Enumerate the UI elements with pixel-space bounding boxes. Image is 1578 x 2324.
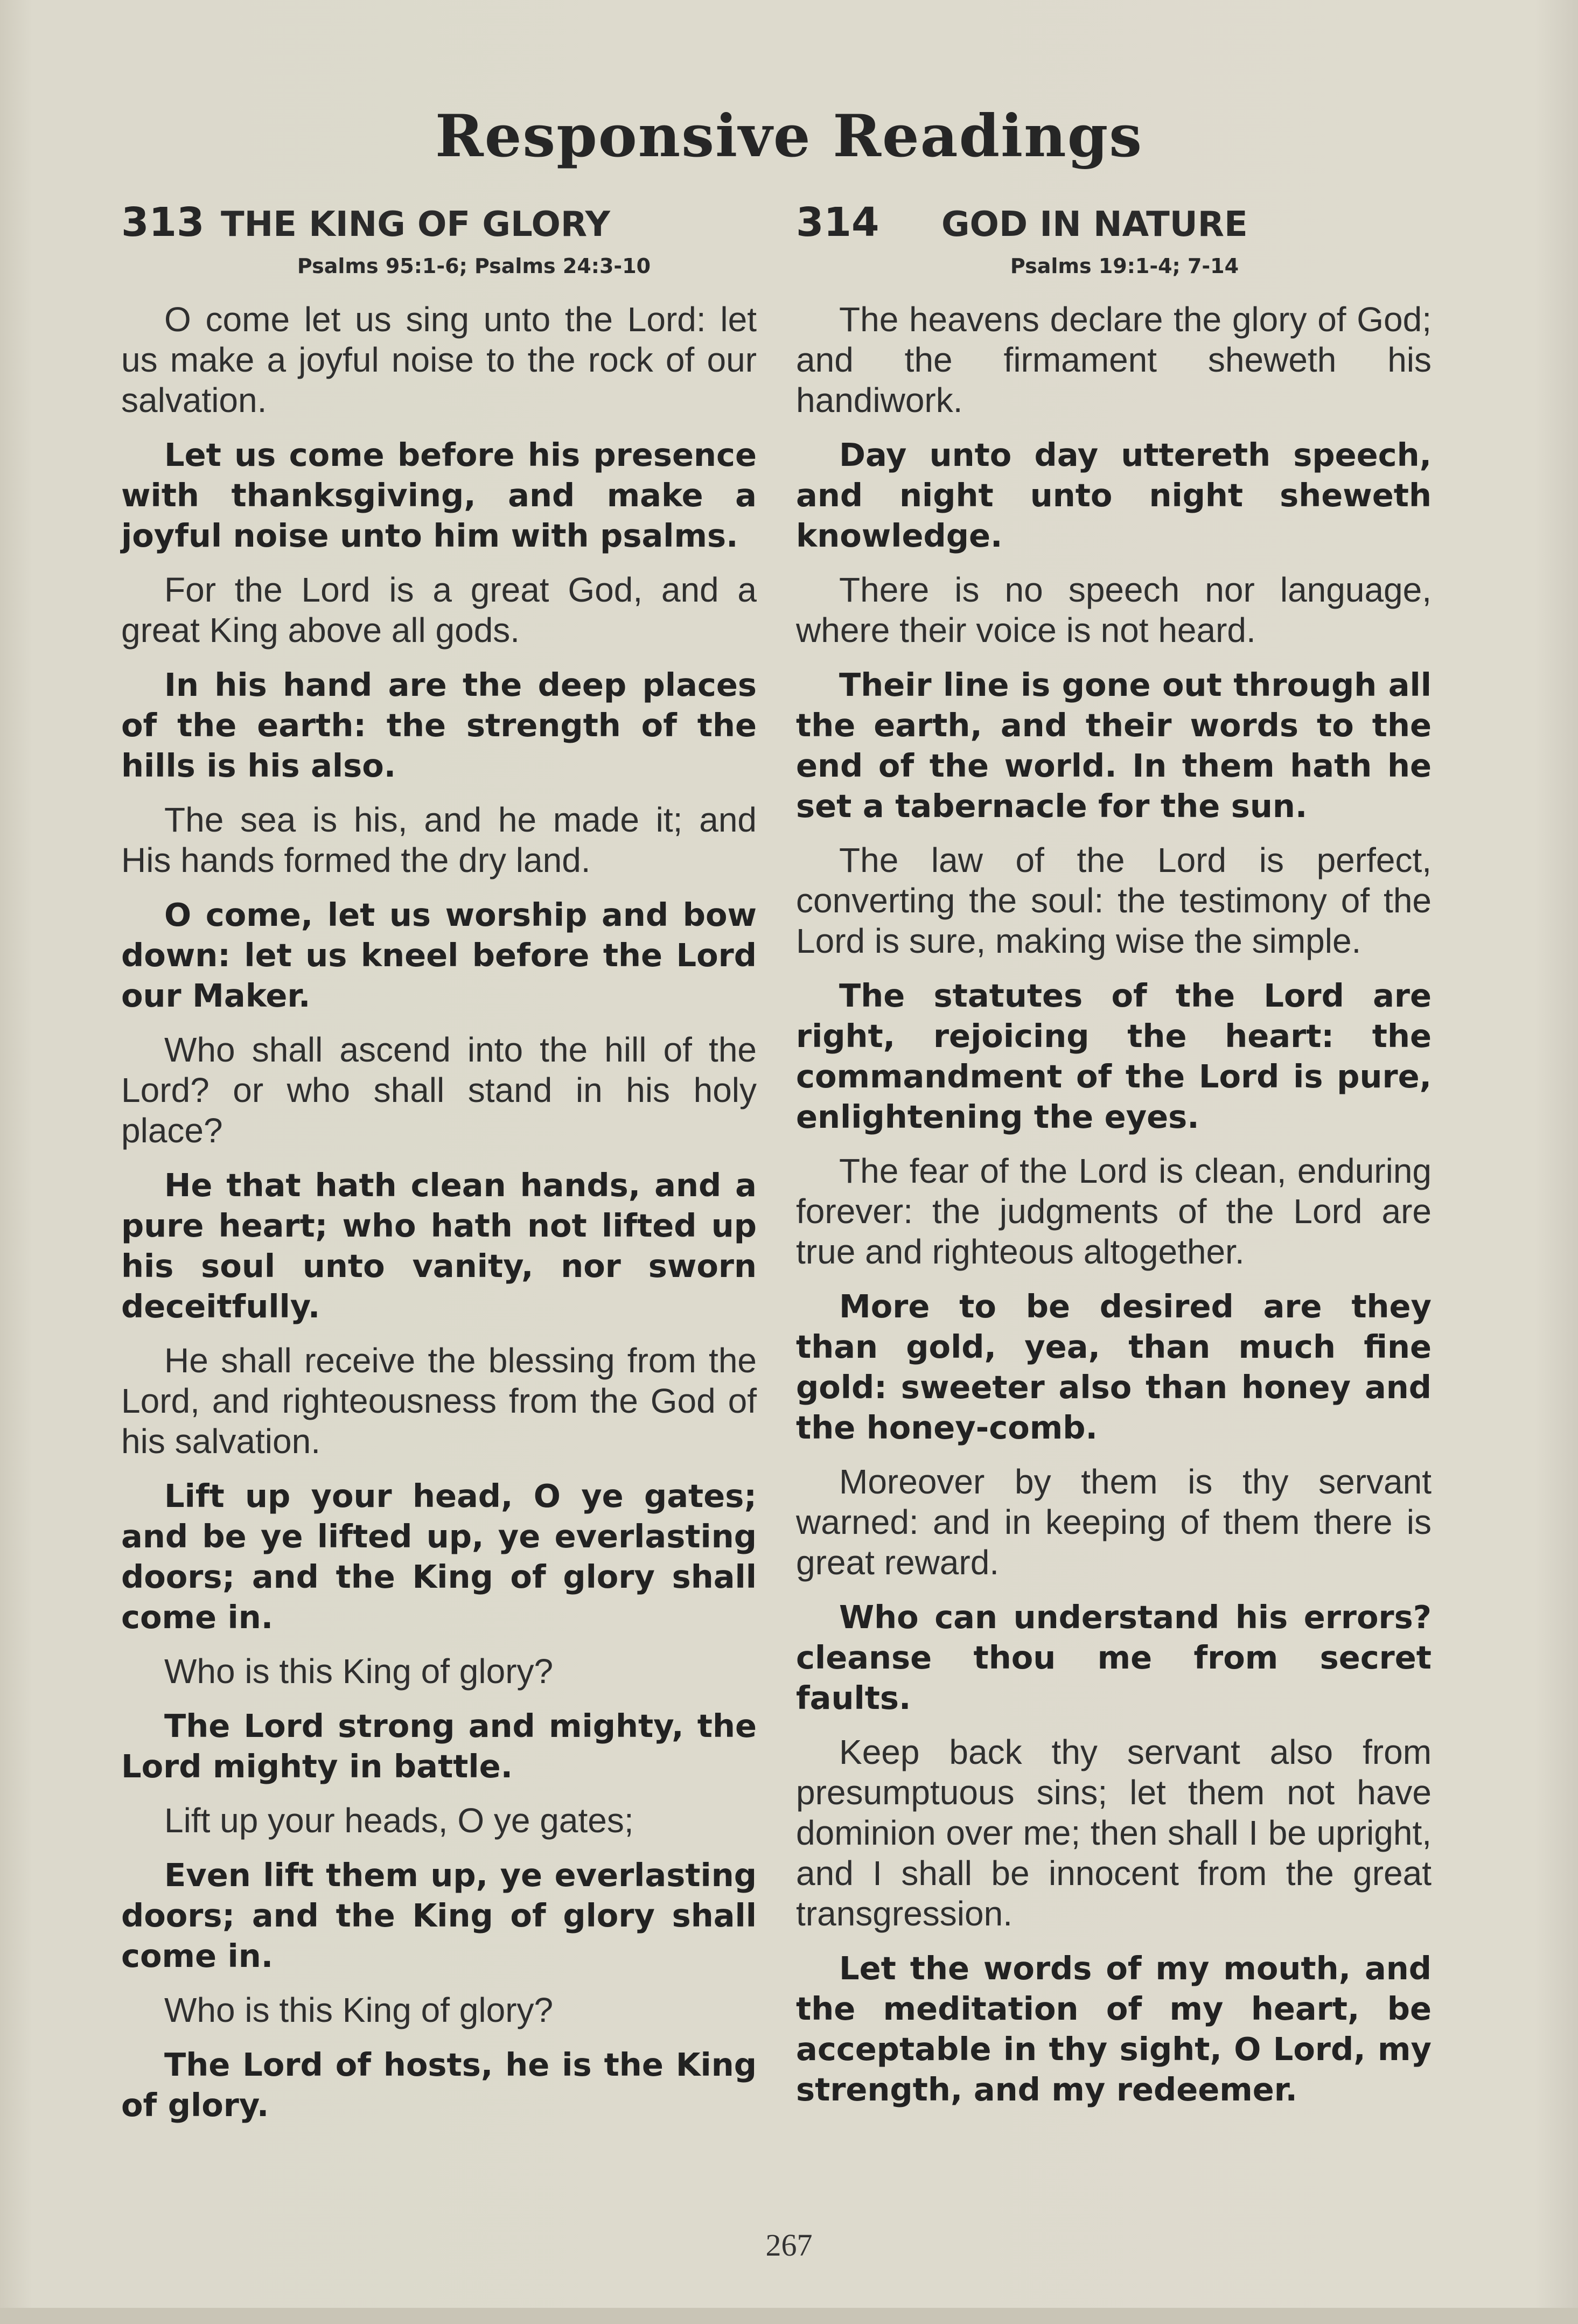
scripture-reference: Psalms 19:1-4; 7-14 (1010, 254, 1239, 278)
scripture-reference: Psalms 95:1-6; Psalms 24:3-10 (297, 254, 651, 278)
reading-title: THE KING OF GLORY (221, 205, 610, 245)
verse-leader: Who shall ascend into the hill of the Lord? or who shall stand in his holy place? (121, 1030, 757, 1150)
verse-leader: Who is this King of glory? (164, 1652, 554, 1691)
verse-response: He that hath clean hands, and a pure heart; who hath not lifted up his soul unto vanity, nor sworn deceitfully. (121, 1167, 757, 1325)
verse-response: The Lord of hosts, he is the King of glory. (121, 2046, 757, 2124)
verse-response: Who can understand his errors? cleanse thou me from secret faults. (796, 1599, 1432, 1716)
verse-leader: The law of the Lord is perfect, converting the soul: the testimony of the Lord is sure, making wise the simple. (796, 841, 1432, 960)
verse-leader: The sea is his, and he made it; and His hands formed the dry land. (121, 800, 757, 880)
verse-leader: The fear of the Lord is clean, enduring forever: the judgments of the Lord are true and righteous altogether. (796, 1151, 1432, 1271)
verse-leader: Moreover by them is thy servant warned: and in keeping of them there is great reward. (796, 1462, 1432, 1582)
verse-leader: He shall receive the blessing from the Lord, and righteousness from the God of his salvation. (121, 1341, 757, 1461)
reading-heading (121, 199, 757, 253)
verse-leader: Keep back thy servant also from presumptuous sins; let them not have dominion over me; then shall I be upright, and I shall be innocent from the great transgression. (796, 1733, 1432, 1933)
reading-title: GOD IN NATURE (941, 205, 1248, 245)
verse-response: Day unto day uttereth speech, and night unto night sheweth knowledge. (796, 436, 1432, 554)
verse-response: Let us come before his presence with thanksgiving, and make a joyful noise unto him with psalms. (121, 436, 757, 554)
verse-response: In his hand are the deep places of the earth: the strength of the hills is his also. (121, 666, 757, 784)
verse-response: The Lord strong and mighty, the Lord mighty in battle. (121, 1707, 757, 1785)
verse-response: O come, let us worship and bow down: let us kneel before the Lord our Maker. (121, 896, 757, 1014)
verse-leader: Who is this King of glory? (164, 1991, 554, 2029)
verse-leader: O come let us sing unto the Lord: let us make a joyful noise to the rock of our salvation. (121, 300, 757, 420)
reading-number: 314 (796, 199, 879, 246)
verse-response: The statutes of the Lord are right, rejoicing the heart: the commandment of the Lord is pure, enlightening the eyes. (796, 977, 1432, 1135)
reading-314 (796, 199, 1432, 2124)
page-bottom-edge (0, 2308, 1578, 2324)
reading-number: 313 (121, 199, 205, 246)
verse-response: More to be desired are they than gold, yea, than much fine gold: sweeter also than honey and the honey-comb. (796, 1288, 1432, 1446)
verse-leader: There is no speech nor language, where their voice is not heard. (796, 570, 1432, 650)
reading-313 (121, 199, 757, 2139)
page-number: 267 (765, 2228, 813, 2263)
verse-leader: The heavens declare the glory of God; and the firmament sheweth his handiwork. (796, 300, 1432, 420)
reading-heading (796, 199, 1432, 253)
verse-response: Lift up your head, O ye gates; and be ye lifted up, ye everlasting doors; and the King of glory shall come in. (121, 1477, 757, 1636)
verse-response: Their line is gone out through all the earth, and their words to the end of the world. In them hath he set a tabernacle for the sun. (796, 666, 1432, 825)
verse-leader: Lift up your heads, O ye gates; (164, 1801, 634, 1840)
verse-response: Even lift them up, ye everlasting doors; and the King of glory shall come in. (121, 1857, 757, 1974)
verse-response: Let the words of my mouth, and the meditation of my heart, be acceptable in thy sight, O Lord, my strength, and my redeemer. (796, 1950, 1432, 2108)
verse-leader: For the Lord is a great God, and a great King above all gods. (121, 570, 757, 650)
page-title: Responsive Readings (435, 102, 1143, 170)
